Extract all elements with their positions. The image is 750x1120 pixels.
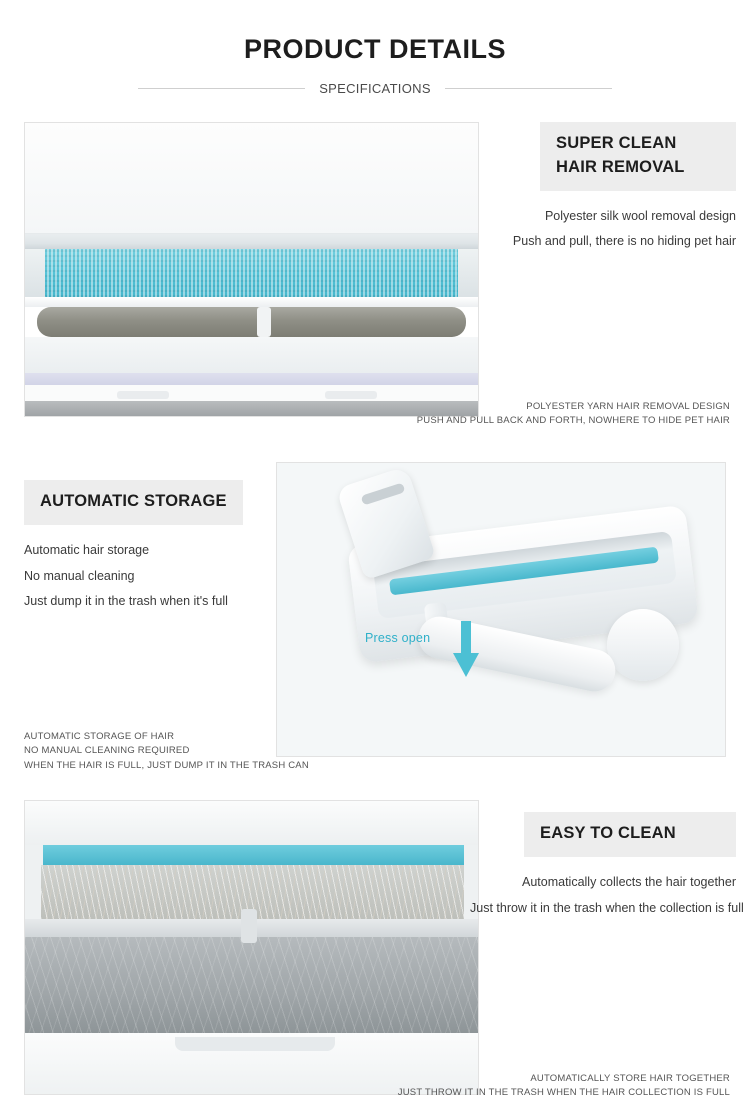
section3-caption-line-2: JUST THROW IT IN THE TRASH WHEN THE HAIR COLLECTION IS FULL	[397, 1087, 730, 1099]
section3-title: EASY TO CLEAN	[524, 812, 736, 857]
down-arrow-icon	[453, 621, 479, 677]
section3-bullet-1: Automatically collects the hair together	[522, 874, 736, 889]
specifications-divider	[0, 81, 750, 96]
press-open-annotation: Press open	[365, 631, 431, 645]
section3-bullets	[470, 870, 744, 921]
section2-bullet-3: Just dump it in the trash when it's full	[24, 594, 228, 609]
section1-caption-line-2: PUSH AND PULL BACK AND FORTH, NOWHERE TO HIDE PET HAIR	[416, 415, 730, 427]
section1-bullet-1: Polyester silk wool removal design	[544, 208, 736, 223]
section2-bullets	[24, 538, 272, 615]
section1-text	[508, 122, 736, 255]
section1-caption-line-1: POLYESTER YARN HAIR REMOVAL DESIGN	[526, 401, 730, 412]
teal-fabric-strip	[43, 845, 464, 867]
product-image-press-open	[276, 462, 726, 757]
section2-bullet-1: Automatic hair storage	[24, 542, 150, 557]
divider-line-left	[138, 88, 305, 89]
teal-fabric-strip	[43, 249, 460, 297]
section2-caption-line-3: WHEN THE HAIR IS FULL, JUST DUMP IT IN THE TRASH CAN	[24, 759, 309, 771]
section-easy-to-clean	[0, 800, 750, 1120]
section-super-clean-hair-removal	[0, 122, 750, 432]
page-title: PRODUCT DETAILS	[244, 34, 506, 64]
section1-title: SUPER CLEAN HAIR REMOVAL	[540, 122, 736, 191]
product-image-collected-hair	[24, 800, 479, 1095]
section2-text	[24, 480, 272, 615]
section2-caption	[24, 730, 444, 773]
section2-title: AUTOMATIC STORAGE	[24, 480, 243, 525]
section2-caption-line-1: AUTOMATIC STORAGE OF HAIR	[24, 731, 175, 742]
page-header	[0, 0, 750, 96]
section-automatic-storage	[0, 462, 750, 772]
section1-caption	[300, 400, 730, 429]
section3-caption-line-1: AUTOMATICALLY STORE HAIR TOGETHER	[530, 1073, 730, 1084]
product-image-roller	[24, 122, 479, 417]
section1-bullet-2: Push and pull, there is no hiding pet hair	[512, 234, 736, 249]
section3-text	[470, 812, 744, 921]
specifications-label: SPECIFICATIONS	[319, 81, 431, 96]
section1-bullets	[508, 204, 736, 255]
section2-bullet-2: No manual cleaning	[24, 568, 135, 583]
section3-caption	[300, 1072, 730, 1101]
section3-bullet-2: Just throw it in the trash when the collection is full	[470, 900, 744, 915]
divider-line-right	[445, 88, 612, 89]
section2-caption-line-2: NO MANUAL CLEANING REQUIRED	[24, 745, 190, 757]
